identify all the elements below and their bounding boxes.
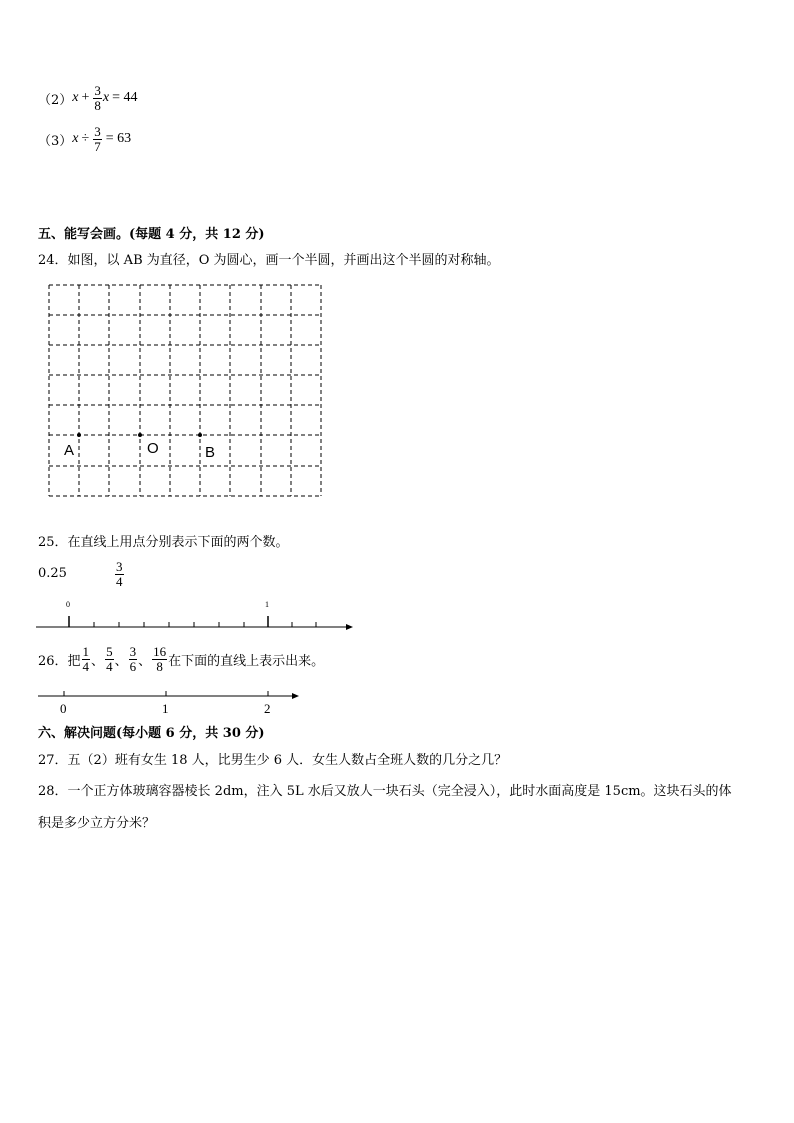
question-26-suffix: 在下面的直线上表示出来。	[168, 653, 325, 669]
section-5-title: 五、能写会画。(每题 4 分，共 12 分)	[38, 227, 265, 242]
section-6-title: 六、解决问题(每小题 6 分，共 30 分)	[38, 726, 265, 741]
fraction-denominator: 7	[94, 138, 101, 154]
fraction-3-8	[93, 84, 102, 113]
fraction-3-7	[93, 125, 102, 154]
divide-sign: ÷	[81, 131, 90, 146]
fraction-3-4	[114, 560, 125, 589]
number-line-2-label-1: 1	[162, 701, 169, 716]
fraction-16-8: $\frac{16}{8}$	[153, 643, 167, 674]
number-line-1-tick-1: 1	[265, 600, 269, 609]
question-26-text: 26．把 $\frac{1}{4}$ 、 $\frac{5}{4}$ 、 $\frac{3}{6}$ 、 $\frac{16}{8}$ 在下面的直线上表示出来。	[38, 643, 325, 674]
equation-2-rhs: = 44	[112, 90, 138, 105]
question-28-line-2: 积是多少立方分米？	[38, 816, 156, 831]
equation-2	[38, 83, 138, 113]
fraction-5-4: $\frac{5}{4}$	[106, 643, 113, 674]
question-26-prefix: 26．把	[38, 653, 81, 669]
point-o-label: O	[147, 440, 159, 457]
equation-3	[38, 124, 131, 154]
variable-x: x	[102, 90, 110, 105]
equation-3-rhs: = 63	[105, 131, 132, 146]
dashed-grid	[46, 283, 326, 501]
fraction-3-6: $\frac{3}{6}$	[129, 643, 137, 674]
question-27-text: 27．五（2）班有女生 18 人，比男生少 6 人．女生人数占全班人数的几分之几？	[38, 753, 508, 768]
fraction-denominator: 4	[116, 574, 123, 589]
fraction-numerator: 3	[94, 82, 101, 98]
number-line-2-label-2: 2	[264, 701, 271, 716]
plus-sign: +	[81, 90, 90, 105]
number-line-2	[38, 688, 300, 702]
point-b-label: B	[205, 444, 216, 461]
point-o-dot	[138, 433, 142, 437]
equation-2-number: （2）	[38, 92, 73, 108]
point-b-dot	[198, 433, 202, 437]
variable-x: x	[72, 131, 79, 146]
number-line-1	[36, 612, 354, 634]
fraction-1-4: $\frac{1}{4}$	[82, 643, 90, 674]
fraction-numerator: 3	[94, 123, 101, 139]
question-24-text: 24．如图，以 AB 为直径，O 为圆心，画一个半圆，并画出这个半圆的对称轴。	[38, 253, 500, 268]
number-line-2-label-0: 0	[60, 701, 67, 716]
point-a-dot	[77, 433, 81, 437]
fraction-numerator: 3	[116, 559, 123, 574]
point-a-label: A	[64, 442, 75, 459]
question-25-text: 25．在直线上用点分别表示下面的两个数。	[38, 535, 289, 550]
question-28-line-1: 28．一个正方体玻璃容器棱长 2dm，注入 5L 水后又放人一块石头（完全浸入），此时水面高度是 15cm。这块石头的体	[38, 784, 732, 799]
variable-x: x	[72, 90, 79, 105]
number-line-1-tick-0: 0	[66, 600, 70, 609]
equation-3-number: （3）	[38, 133, 73, 149]
fraction-denominator: 8	[94, 97, 101, 113]
value-0-25: 0.25	[38, 566, 67, 581]
